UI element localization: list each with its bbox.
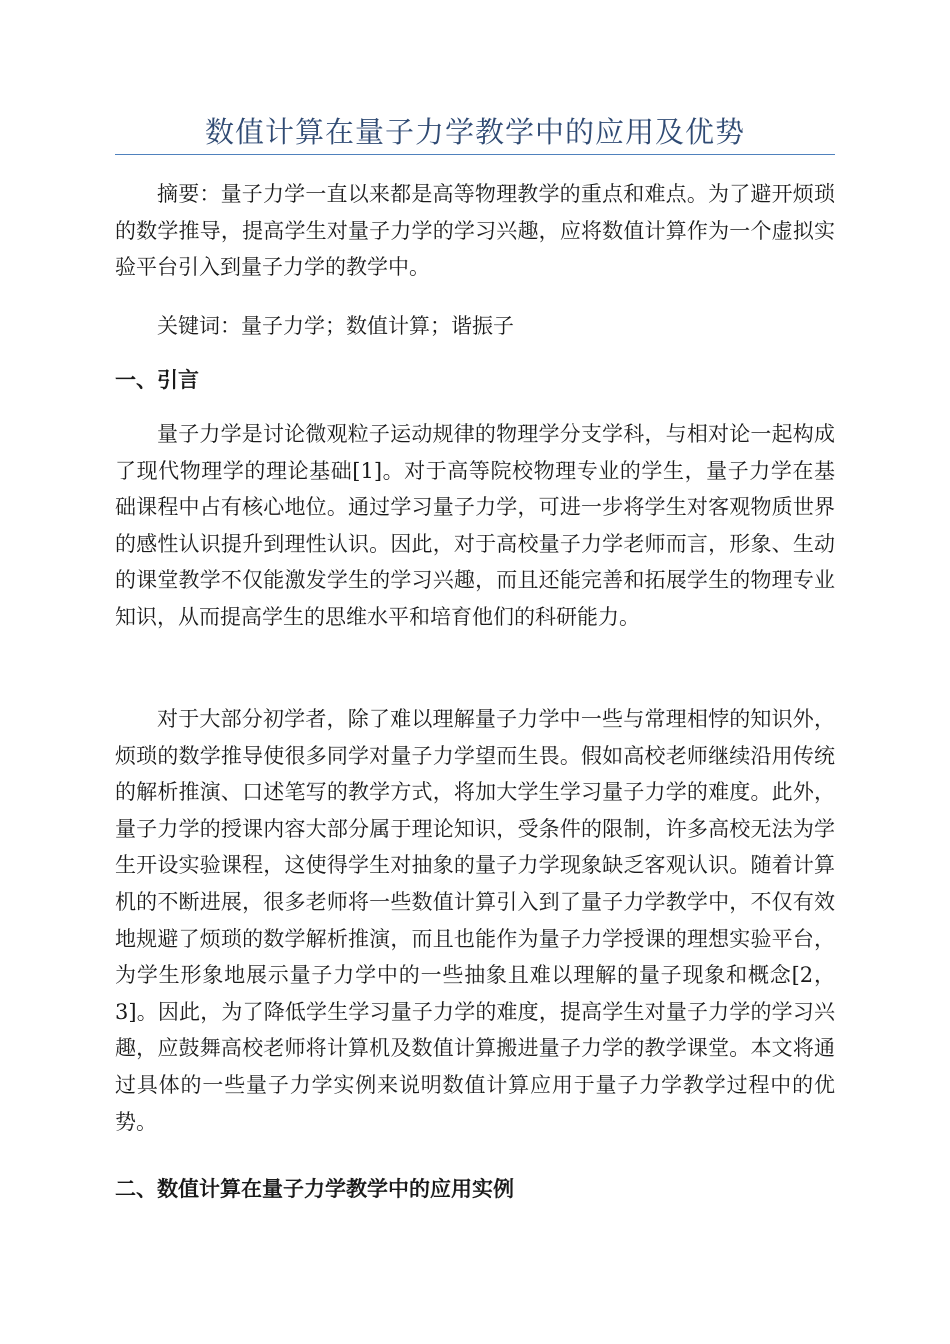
section-heading-examples: 二、数值计算在量子力学教学中的应用实例 [115,1177,514,1201]
document-title: 数值计算在量子力学教学中的应用及优势 [204,115,745,149]
section-heading-introduction: 一、引言 [115,368,199,392]
abstract-paragraph: 摘要：量子力学一直以来都是高等物理教学的重点和难点。为了避开烦琐的数学推导，提高学生对量子力学的学习兴趣，应将数值计算作为一个虚拟实验平台引入到量子力学的教学中。 [115,182,835,280]
body-paragraph: 对于大部分初学者，除了难以理解量子力学中一些与常理相悖的知识外，烦琐的数学推导使很多同学对量子力学望而生畏。假如高校老师继续沿用传统的解析推演、口述笔写的教学方式，将加大学生学习量子力学的难度。此外，量子力学的授课内容大部分属于理论知识，受条件的限制，许多高校无法为学生开设实验课程，这使得学生对抽象的量子力学现象缺乏客观认识。随着计算机的不断进展，很多老师将一些数值计算引入到了量子力学教学中，不仅有效地规避了烦琐的数学解析推演，而且也能作为量子力学授课的理想实验平台，为学生形象地展示量子力学中的一些抽象且难以理解的量子现象和概念[2，3]。因此，为了降低学生学习量子力学的难度，提高学生对量子力学的学习兴趣，应鼓舞高校老师将计算机及数值计算搬进量子力学的教学课堂。本文将通过具体的一些量子力学实例来说明数值计算应用于量子力学教学过程中的优势。 [115,707,835,1134]
body-paragraph: 量子力学是讨论微观粒子运动规律的物理学分支学科，与相对论一起构成了现代物理学的理论基础[1]。对于高等院校物理专业的学生，量子力学在基础课程中占有核心地位。通过学习量子力学，可进一步将学生对客观物质世界的感性认识提升到理性认识。因此，对于高校量子力学老师而言，形象、生动的课堂教学不仅能激发学生的学习兴趣，而且还能完善和拓展学生的物理专业知识，从而提高学生的思维水平和培育他们的科研能力。 [115,422,835,629]
title-underline [115,154,835,155]
keywords-line: 关键词：量子力学；数值计算；谐振子 [157,314,514,338]
